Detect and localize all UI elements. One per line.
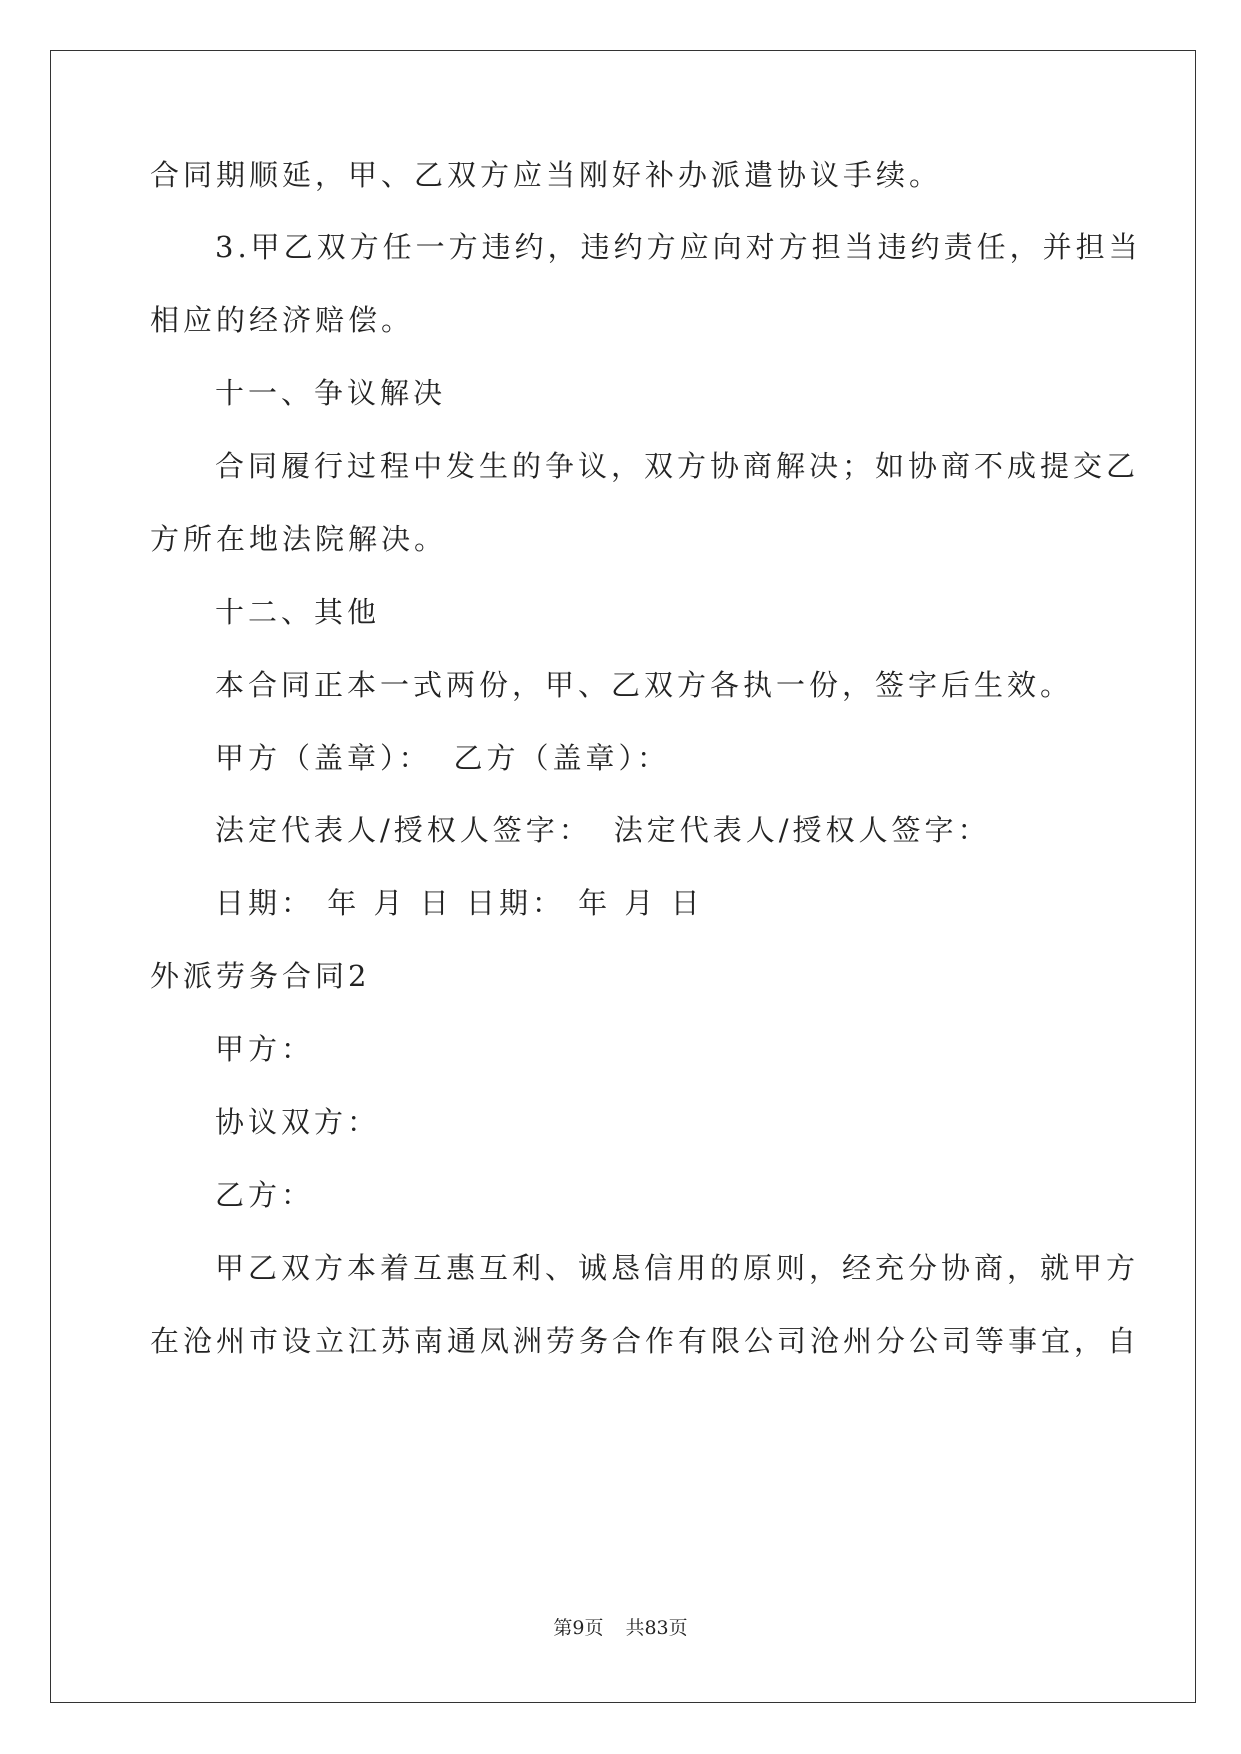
text-line-3: 相应的经济赔偿。 [150, 303, 415, 337]
party-b-date-label: 日期： [465, 886, 565, 920]
page-number: 第9页 [553, 1617, 604, 1639]
party-a-day: 日 [419, 886, 453, 920]
party-b-year: 年 [578, 886, 612, 920]
party-a-line: 甲方： [215, 1032, 315, 1066]
party-a-seal-label: 甲方（盖章）： [215, 741, 432, 775]
page-total: 共83页 [625, 1617, 688, 1639]
party-a-signature-label: 法定代表人/授权人签字： [215, 813, 592, 847]
text-line-2: 3.甲乙双方任一方违约，违约方应向对方担当违约责任，并担当 [215, 230, 1142, 264]
heading-other: 十二、其他 [215, 595, 381, 629]
both-parties-line: 协议双方： [215, 1105, 381, 1139]
party-a-date-label: 日期： [215, 886, 315, 920]
party-b-month: 月 [624, 886, 658, 920]
section-title: 外派劳务合同2 [150, 959, 371, 993]
party-b-day: 日 [670, 886, 704, 920]
date-line [215, 883, 704, 923]
seal-line [215, 738, 670, 778]
text-line-5: 合同履行过程中发生的争议，双方协商解决；如协商不成提交乙 [215, 449, 1140, 483]
party-a-year: 年 [327, 886, 361, 920]
body-line-1: 甲乙双方本着互惠互利、诚恳信用的原则，经充分协商，就甲方 [215, 1251, 1140, 1285]
party-b-signature-label: 法定代表人/授权人签字： [613, 813, 991, 847]
party-b-line: 乙方： [215, 1178, 315, 1212]
text-line-6: 方所在地法院解决。 [150, 522, 448, 556]
party-a-month: 月 [373, 886, 407, 920]
heading-dispute-resolution: 十一、争议解决 [215, 376, 447, 410]
text-line-1: 合同期顺延，甲、乙双方应当刚好补办派遣协议手续。 [150, 158, 943, 192]
body-line-2: 在沧州市设立江苏南通凤洲劳务合作有限公司沧州分公司等事宜，自 [150, 1324, 1141, 1358]
signature-line [215, 810, 991, 850]
text-line-8: 本合同正本一式两份，甲、乙双方各执一份，签字后生效。 [215, 668, 1074, 702]
page-footer [0, 1616, 1241, 1640]
party-b-seal-label: 乙方（盖章）： [453, 741, 671, 775]
page-border [50, 50, 1196, 1703]
